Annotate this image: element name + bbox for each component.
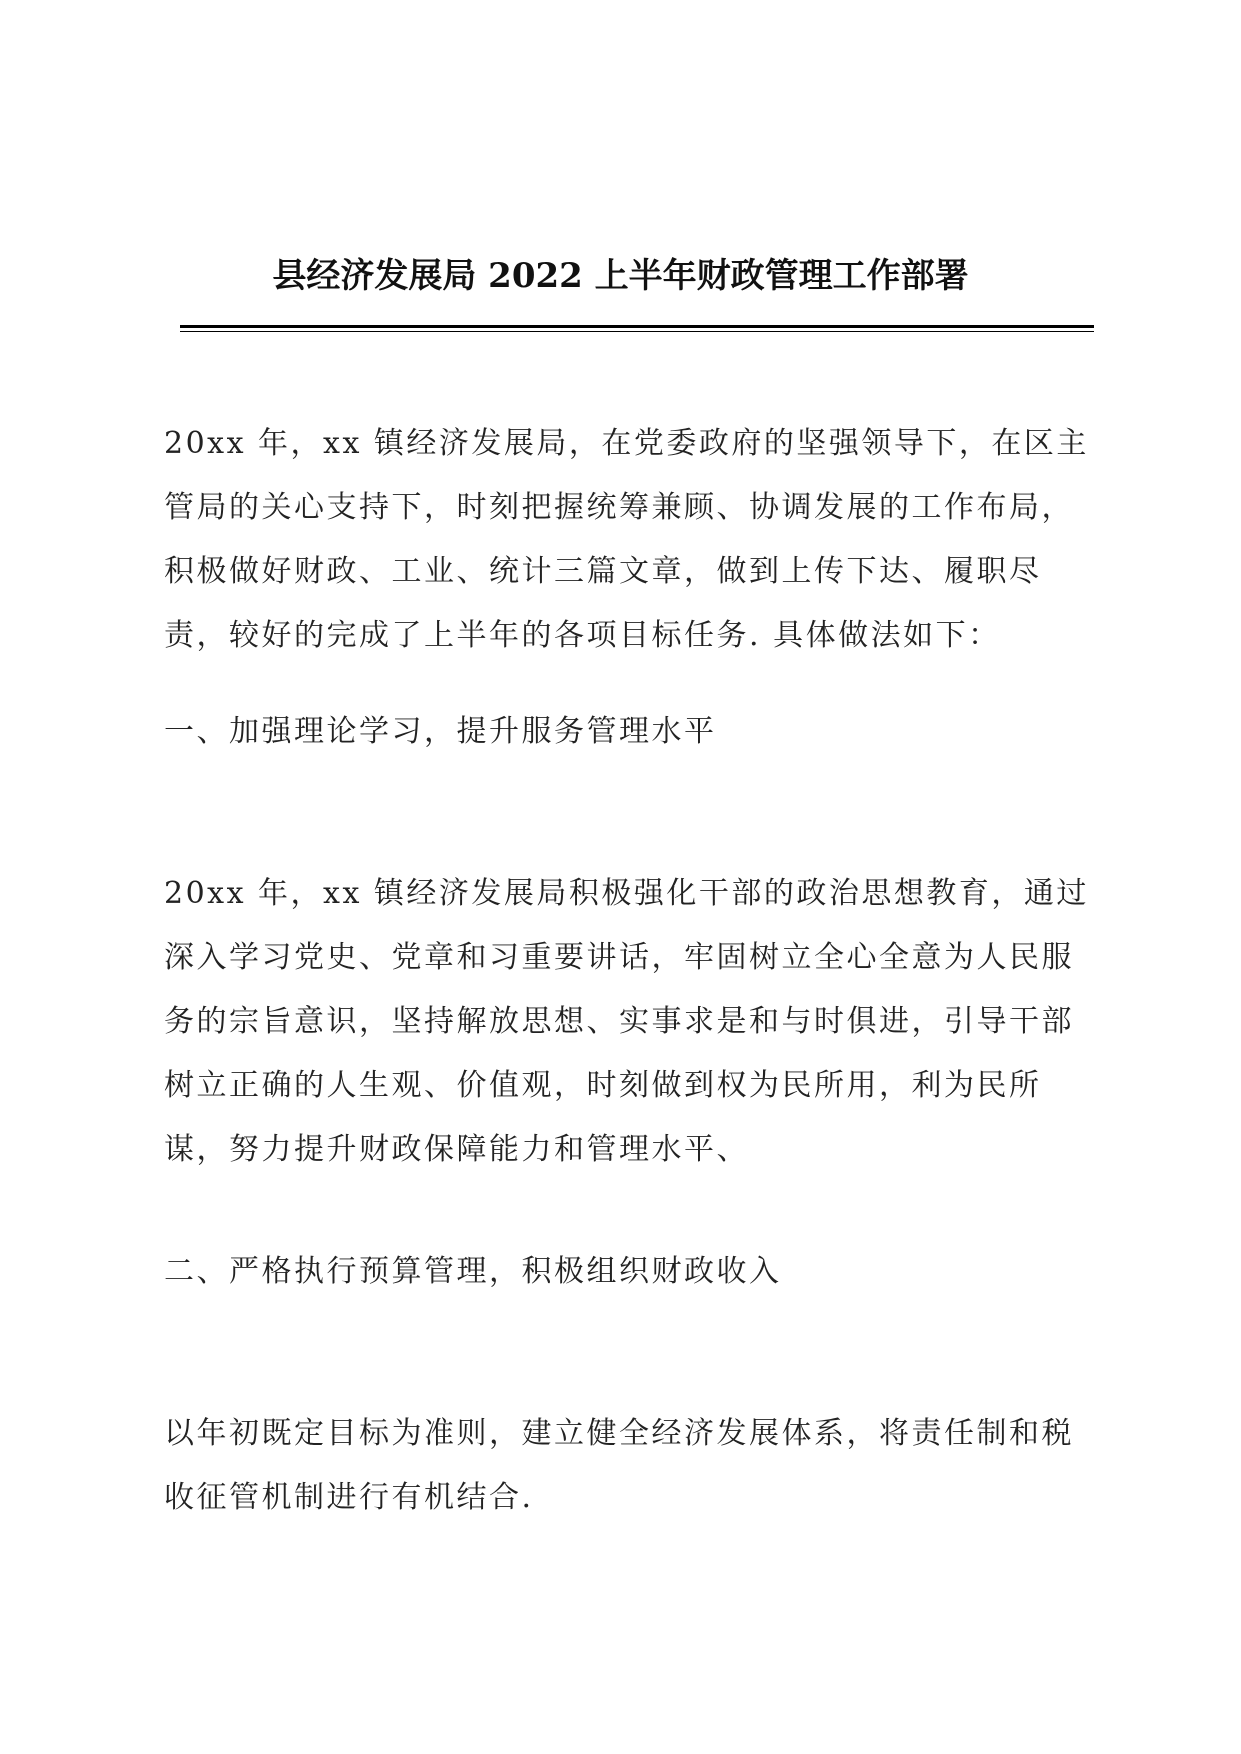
paragraph-intro [164, 412, 1094, 668]
paragraph-line: 积极做好财政、工业、统计三篇文章，做到上传下达、履职尽 [164, 554, 1042, 589]
section-heading-2 [164, 1240, 1094, 1304]
paragraph-line: 树立正确的人生观、价值观，时刻做到权为民所用，利为民所 [164, 1068, 1042, 1103]
paragraph-line: 以年初既定目标为准则，建立健全经济发展体系，将责任制和税 [164, 1416, 1074, 1451]
paragraph-line: 深入学习党史、党章和习重要讲话，牢固树立全心全意为人民服 [164, 940, 1074, 975]
paragraph-line: 谋，努力提升财政保障能力和管理水平、 [164, 1132, 749, 1167]
paragraph-line: 20xx 年，xx 镇经济发展局积极强化干部的政治思想教育，通过 [164, 876, 1089, 911]
paragraph-line: 责，较好的完成了上半年的各项目标任务. 具体做法如下： [164, 618, 1001, 653]
paragraph-section-2 [164, 1402, 1094, 1530]
paragraph-line: 管局的关心支持下，时刻把握统筹兼顾、协调发展的工作布局， [164, 490, 1074, 525]
document-title: 县经济发展局 2022 上半年财政管理工作部署 [272, 256, 969, 296]
section-heading-text: 二、严格执行预算管理，积极组织财政收入 [164, 1254, 782, 1289]
paragraph-section-1 [164, 862, 1094, 1182]
section-heading-1 [164, 700, 1094, 764]
title-divider-thin [180, 331, 1094, 332]
paragraph-line: 收征管机制进行有机结合. [164, 1480, 534, 1515]
paragraph-line: 20xx 年，xx 镇经济发展局，在党委政府的坚强领导下，在区主 [164, 426, 1089, 461]
paragraph-line: 务的宗旨意识，坚持解放思想、实事求是和与时俱进，引导干部 [164, 1004, 1074, 1039]
title-divider-thick [180, 325, 1094, 328]
section-heading-text: 一、加强理论学习，提升服务管理水平 [164, 714, 717, 749]
